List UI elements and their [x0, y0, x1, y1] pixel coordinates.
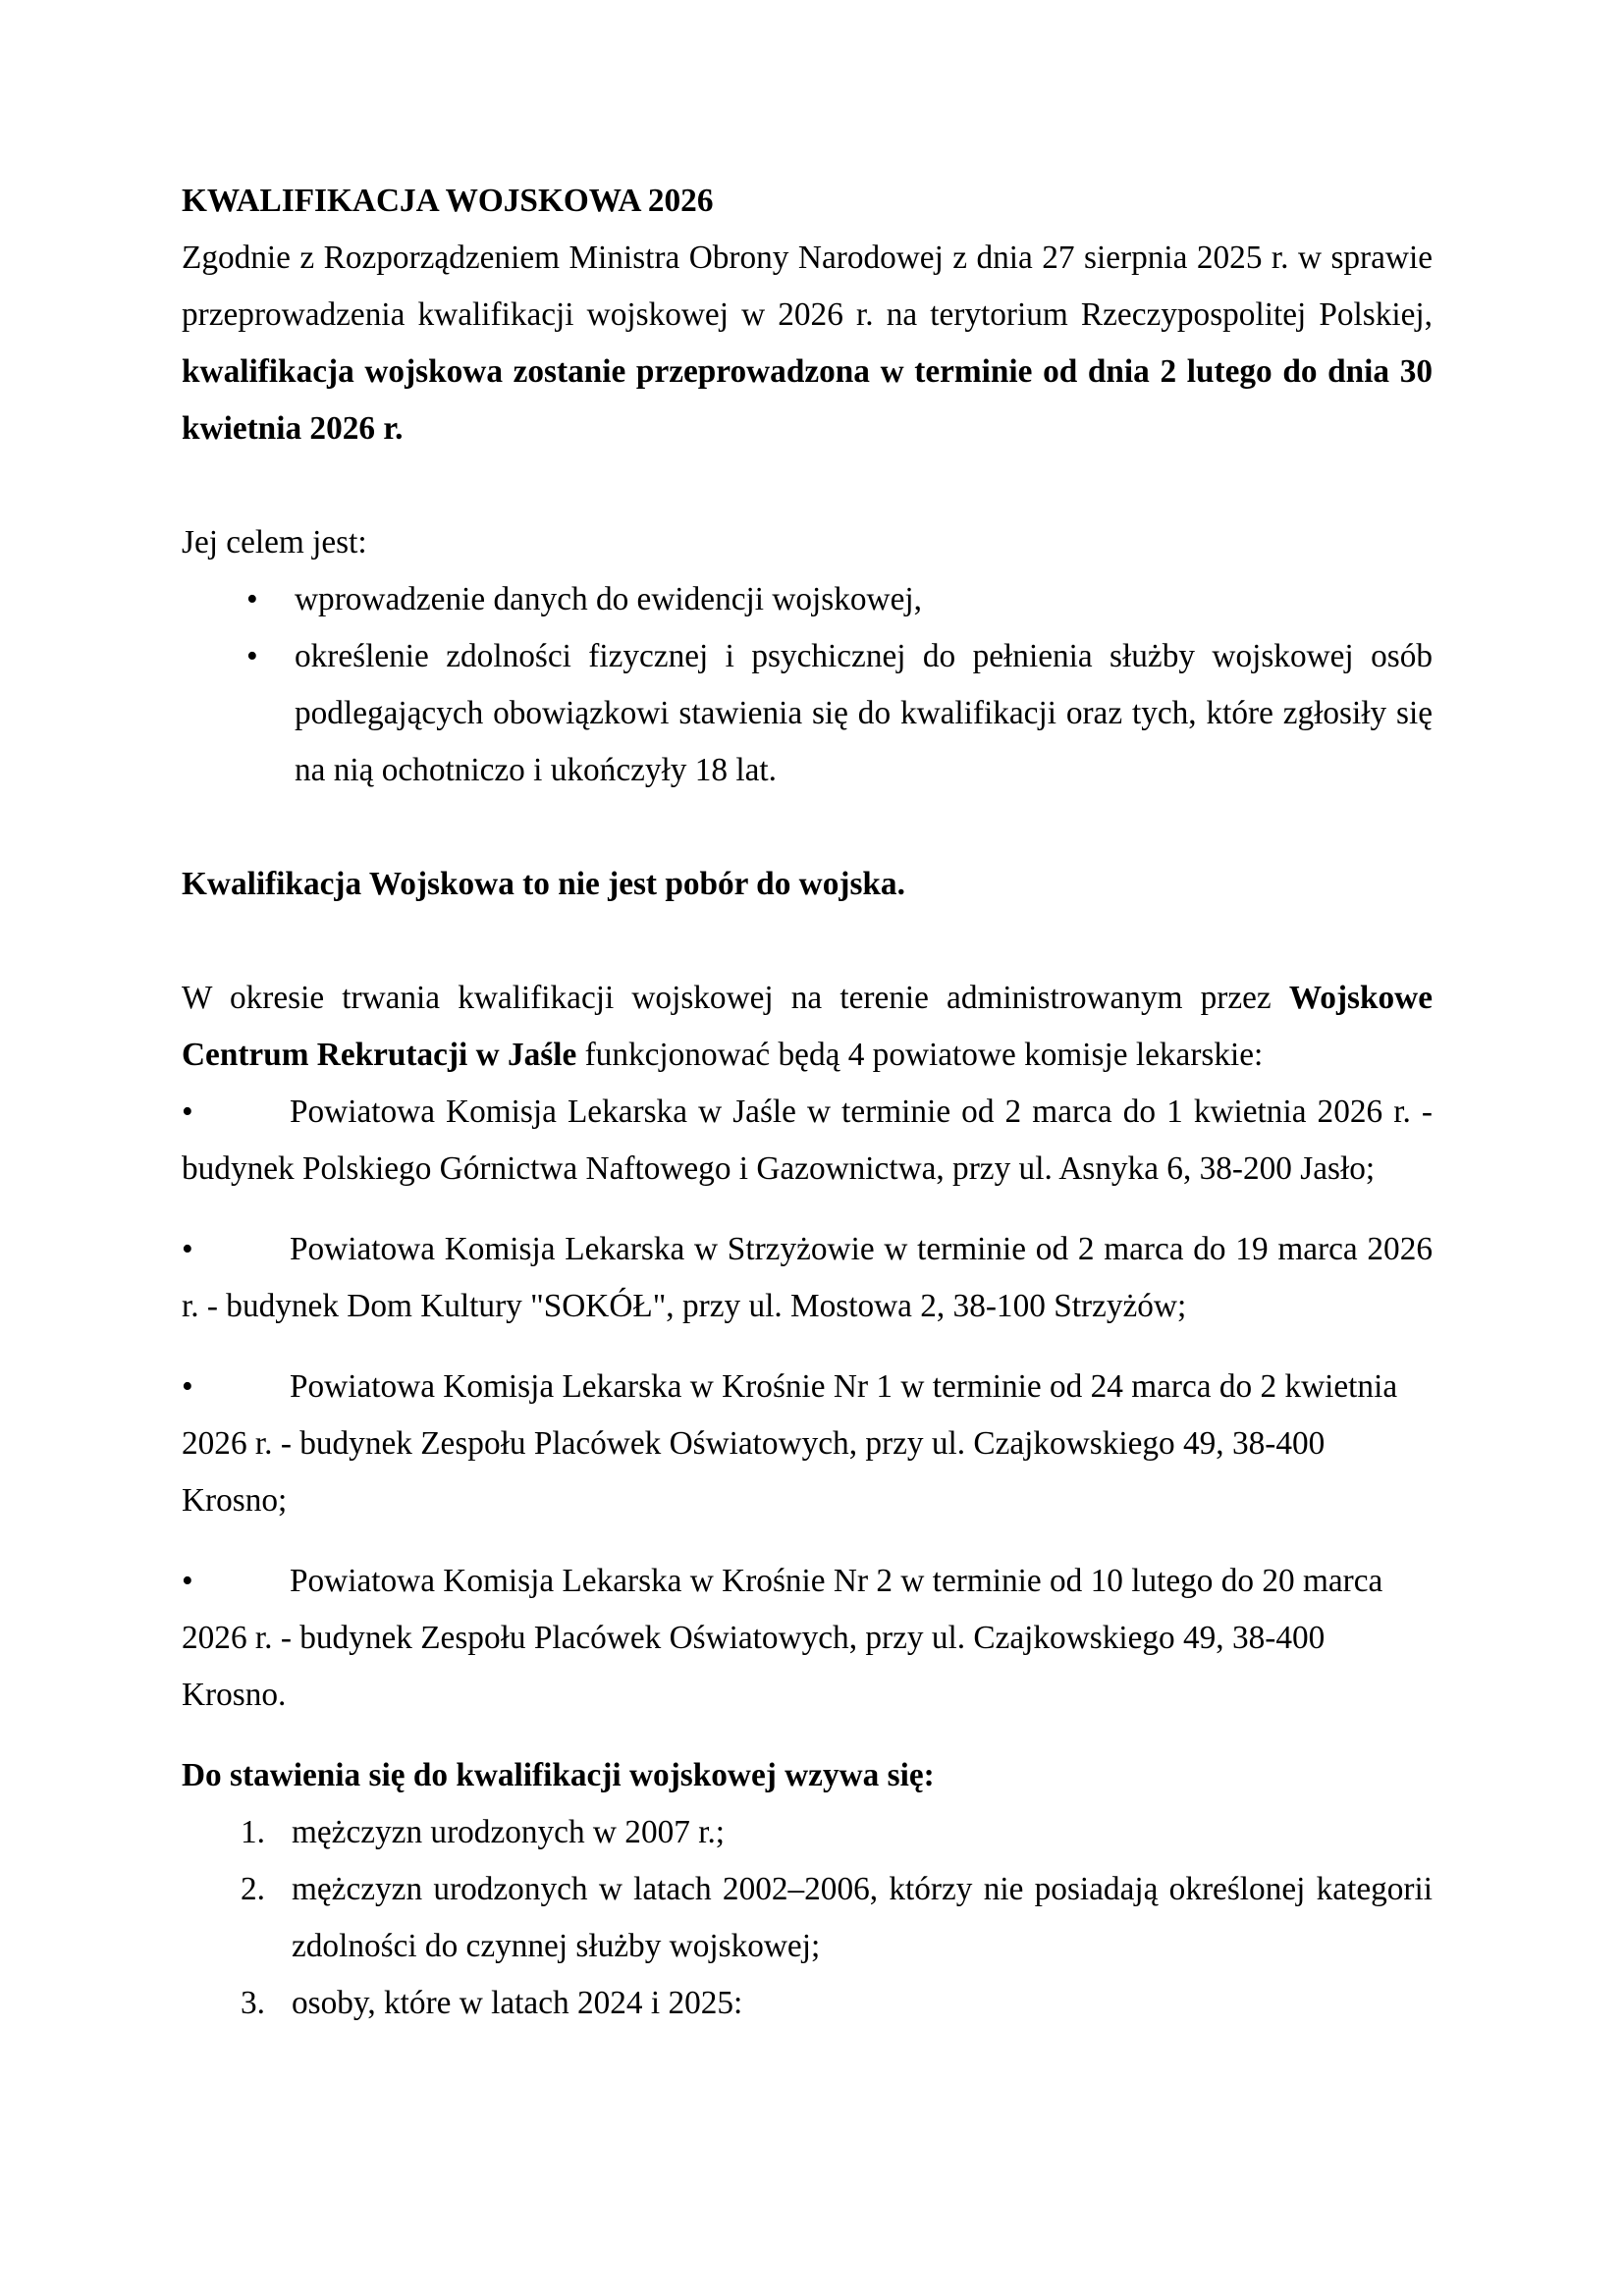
commission-item-text: Powiatowa Komisja Lekarska w Krośnie Nr 2 w terminie od 10 lutego do 20 marca 2026 r. - budynek Zespołu Placówek Oświatowych, przy ul. Czajkowskiego 49, 38-400 Krosno.: [182, 1563, 1383, 1713]
item-number: 2.: [241, 1871, 265, 1907]
commission-item: [182, 1084, 1433, 1198]
commission-item: [182, 1553, 1433, 1724]
commissions-intro: [182, 970, 1433, 1084]
numbered-item-text: mężczyzn urodzonych w 2007 r.;: [292, 1814, 726, 1850]
list-item-text: określenie zdolności fizycznej i psychicznej do pełnienia służby wojskowej osób podlegających obowiązkowi stawienia się do kwalifikacji oraz tych, które zgłosiły się na nią ochotniczo i ukończyły 18 lat.: [295, 638, 1433, 788]
note-paragraph: Kwalifikacja Wojskowa to nie jest pobór do wojska.: [182, 866, 905, 902]
bullet-icon: •: [182, 1094, 193, 1130]
summons-list: [182, 1804, 1433, 2032]
numbered-item: [182, 1975, 1433, 2032]
intro-paragraph: [182, 230, 1433, 457]
bullet-icon: •: [182, 1231, 193, 1267]
commissions-intro-bold: Wojskowe Centrum Rekrutacji w Jaśle: [182, 980, 1433, 1073]
spacer: [182, 913, 1433, 970]
intro-bold-text: kwalifikacja wojskowa zostanie przeprowadzona w terminie od dnia 2 lutego do dnia 30 kwietnia 2026 r.: [182, 353, 1433, 447]
bullet-icon: •: [182, 1563, 193, 1599]
commissions-intro-text: W okresie trwania kwalifikacji wojskowej na terenie administrowanym przez: [182, 980, 1289, 1016]
commission-item: [182, 1359, 1433, 1529]
list-item-text: wprowadzenie danych do ewidencji wojskowej,: [295, 581, 922, 617]
page-title: KWALIFIKACJA WOJSKOWA 2026: [182, 183, 714, 219]
numbered-item-text: mężczyzn urodzonych w latach 2002–2006, którzy nie posiadają określonej kategorii zdolności do czynnej służby wojskowej;: [292, 1871, 1433, 1964]
item-number: 3.: [241, 1985, 265, 2021]
purpose-list: [182, 571, 1433, 799]
commission-item-text: Powiatowa Komisja Lekarska w Strzyżowie w terminie od 2 marca do 19 marca 2026 r. - budynek Dom Kultury "SOKÓŁ", przy ul. Mostowa 2, 38-100 Strzyżów;: [182, 1231, 1433, 1324]
commissions-intro-text: funkcjonować będą 4 powiatowe komisje lekarskie:: [576, 1037, 1264, 1073]
spacer: [182, 457, 1433, 514]
commission-item-text: Powiatowa Komisja Lekarska w Jaśle w terminie od 2 marca do 1 kwietnia 2026 r. - budynek Polskiego Górnictwa Naftowego i Gazownictwa, przy ul. Asnyka 6, 38-200 Jasło;: [182, 1094, 1433, 1187]
intro-text: Zgodnie z Rozporządzeniem Ministra Obrony Narodowej z dnia 27 sierpnia 2025 r. w sprawie przeprowadzenia kwalifikacji wojskowej w 2026 r. na terytorium Rzeczypospolitej Polskiej,: [182, 240, 1433, 333]
commission-item: [182, 1221, 1433, 1335]
bullet-icon: •: [246, 581, 258, 617]
item-number: 1.: [241, 1814, 265, 1850]
numbered-item: [182, 1804, 1433, 1861]
summons-heading: Do stawienia się do kwalifikacji wojskowej wzywa się:: [182, 1757, 935, 1793]
numbered-item: [182, 1861, 1433, 1975]
commission-item-text: Powiatowa Komisja Lekarska w Krośnie Nr 1 w terminie od 24 marca do 2 kwietnia 2026 r. - budynek Zespołu Placówek Oświatowych, przy ul. Czajkowskiego 49, 38-400 Krosno;: [182, 1368, 1398, 1519]
numbered-item-text: osoby, które w latach 2024 i 2025:: [292, 1985, 743, 2021]
spacer: [182, 799, 1433, 856]
list-item: [182, 628, 1433, 799]
purpose-lead: Jej celem jest:: [182, 524, 367, 561]
bullet-icon: •: [246, 638, 258, 674]
list-item: [182, 571, 1433, 628]
bullet-icon: •: [182, 1368, 193, 1405]
